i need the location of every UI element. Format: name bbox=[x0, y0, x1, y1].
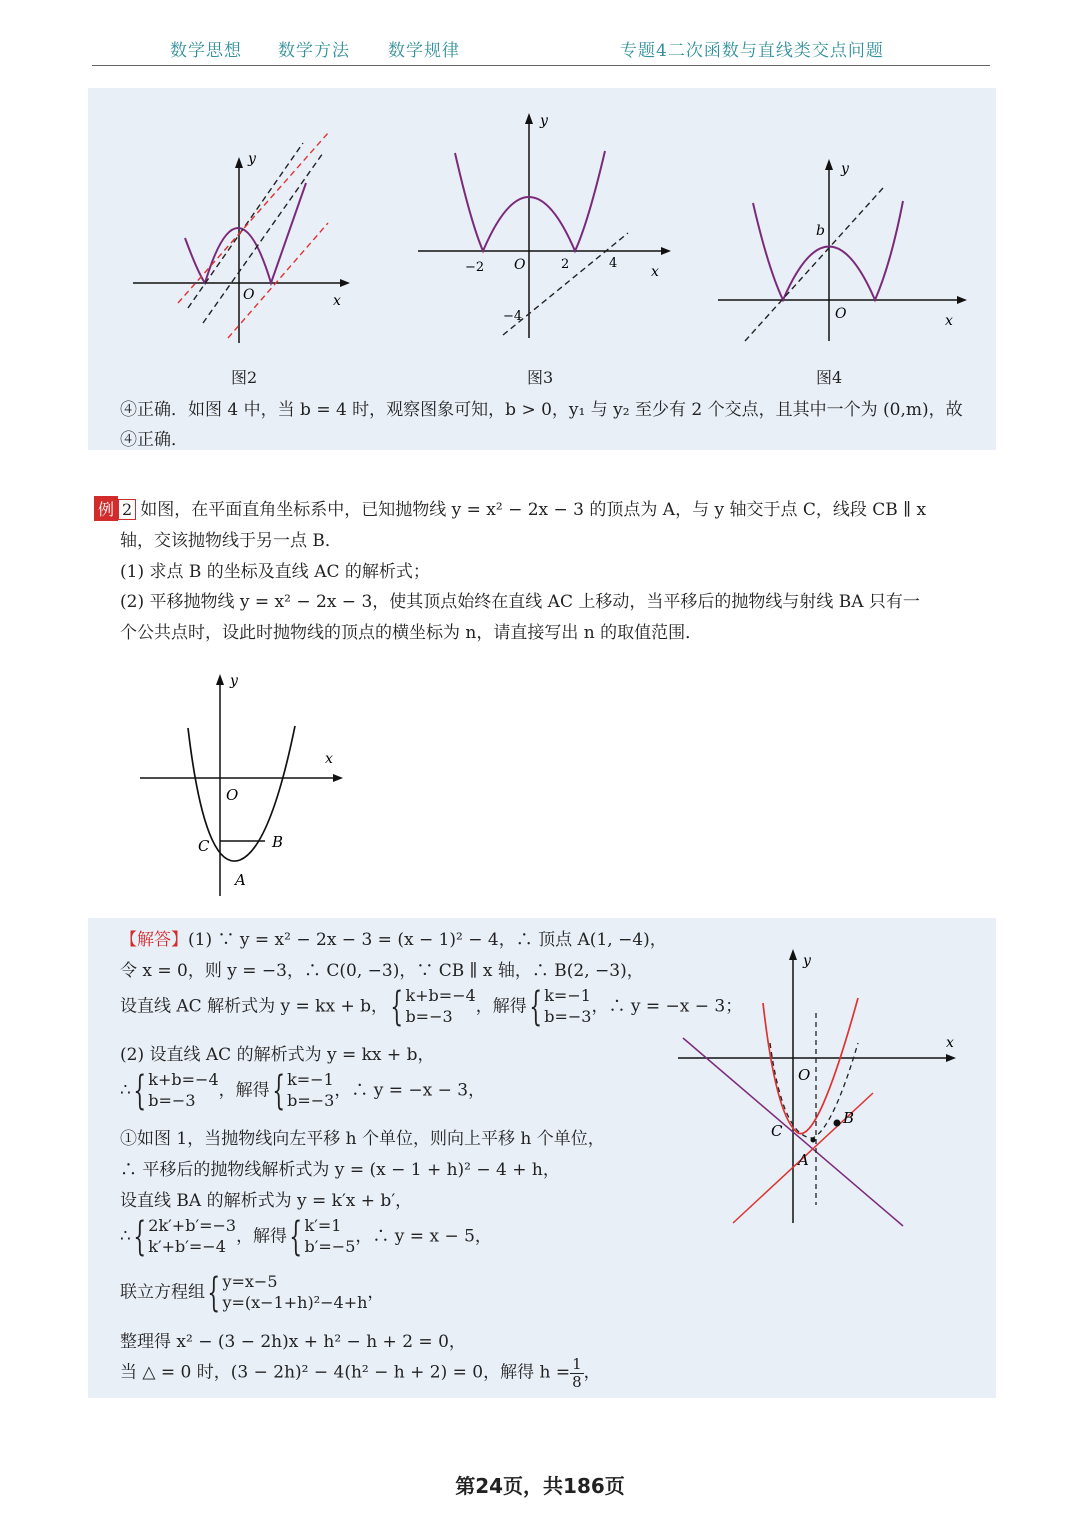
fig4-label-b: b bbox=[816, 223, 825, 239]
solution-line-11: 整理得 x² − (3 − 2h)x + h² − h + 2 = 0， bbox=[120, 1332, 466, 1352]
sol-l10-pre: 联立方程组 bbox=[120, 1282, 205, 1303]
example-fig-a: A bbox=[235, 871, 246, 889]
sol-l3-pre: 设直线 AC 解析式为 y = kx + b， bbox=[120, 996, 388, 1017]
sol-l5-system-2 bbox=[287, 1070, 334, 1112]
fig3-origin: O bbox=[514, 257, 526, 273]
solution-line-4: (2) 设直线 AC 的解析式为 y = kx + b， bbox=[120, 1045, 435, 1065]
sol-l3-res-a: k=−1 bbox=[544, 986, 591, 1005]
example-line-1 bbox=[94, 495, 926, 521]
caption-fig4: 图4 bbox=[816, 368, 843, 387]
solution-line-8: 设直线 BA 的解析式为 y = k′x + b′， bbox=[120, 1191, 413, 1211]
example-badge: 例 bbox=[94, 496, 118, 521]
sol-l9-post: ，∴ y = x − 5， bbox=[355, 1226, 492, 1247]
solution-text-1: (1) ∵ y = x² − 2x − 3 = (x − 1)² − 4，∴ 顶点 A(1, −4)， bbox=[188, 930, 667, 950]
sol-l3-system-1 bbox=[405, 986, 475, 1028]
sol-l9-system-2 bbox=[305, 1216, 356, 1258]
sol-l10-eq-a: y=x−5 bbox=[222, 1272, 278, 1291]
example-line-4: (2) 平移抛物线 y = x² − 2x − 3，使其顶点始终在直线 AC 上移动，当平移后的抛物线与射线 BA 只有一 bbox=[120, 592, 920, 612]
sol-l3-eq-b: b=−3 bbox=[405, 1006, 453, 1026]
sol-l3-system-2 bbox=[544, 986, 591, 1028]
solution-fig-origin: O bbox=[798, 1066, 811, 1084]
note-line-2: ④正确． bbox=[120, 430, 188, 450]
sol-l12-post: ， bbox=[583, 1362, 601, 1383]
figure-2 bbox=[128, 113, 368, 353]
sol-l10-system bbox=[222, 1272, 367, 1314]
brace: { bbox=[289, 1213, 303, 1260]
example-fig-y: y bbox=[230, 673, 238, 689]
solution-line-9 bbox=[120, 1213, 492, 1260]
figure-4 bbox=[713, 153, 983, 353]
fig3-label-neg2: −2 bbox=[465, 260, 485, 275]
brace: { bbox=[133, 1067, 146, 1114]
header-rule bbox=[92, 65, 990, 66]
fig4-origin: O bbox=[835, 306, 847, 322]
sol-l5-mid: ，解得 bbox=[218, 1080, 270, 1101]
solution-line-10 bbox=[120, 1269, 385, 1316]
note-line-1: ④正确．如图 4 中，当 b = 4 时，观察图象可知，b > 0，y₁ 与 y₂ 至少有 2 个交点，且其中一个为 (0,m)，故 bbox=[120, 400, 963, 420]
solution-line-12 bbox=[120, 1356, 601, 1390]
brace: { bbox=[133, 1213, 146, 1260]
solution-line-2: 令 x = 0，则 y = −3，∴ C(0, −3)，∵ CB ∥ x 轴，∴ B(2, −3)， bbox=[120, 961, 644, 981]
example-line-3: (1) 求点 B 的坐标及直线 AC 的解析式； bbox=[120, 562, 430, 582]
example-number: 2 bbox=[118, 499, 136, 520]
fig4-y-label: y bbox=[841, 161, 849, 177]
solution-line-1 bbox=[120, 925, 667, 950]
sol-l5-eq-b: b=−3 bbox=[148, 1090, 196, 1110]
solution-fig-a: A bbox=[798, 1151, 809, 1169]
sol-l5-pre: ∴ bbox=[120, 1080, 131, 1101]
solution-fig-y: y bbox=[803, 953, 811, 969]
solution-tag: 【解答】 bbox=[120, 930, 188, 950]
fraction-numerator: 1 bbox=[572, 1355, 582, 1373]
solution-line-5 bbox=[120, 1067, 486, 1114]
sol-l9-system-1 bbox=[148, 1216, 236, 1258]
fig2-origin: O bbox=[243, 287, 255, 303]
sol-l12-pre: 当 △ = 0 时，(3 − 2h)² − 4(h² − h + 2) = 0，解得 h = bbox=[120, 1362, 571, 1383]
sol-l5-system-1 bbox=[148, 1070, 218, 1112]
sol-l9-eq-a: 2k′+b′=−3 bbox=[148, 1216, 237, 1235]
sol-l9-eq-b: k′+b′=−4 bbox=[148, 1236, 226, 1256]
solution-line-3 bbox=[120, 983, 743, 1030]
fig2-x-label: x bbox=[333, 293, 341, 309]
fig3-label-neg4: −4 bbox=[503, 309, 523, 324]
brace: { bbox=[271, 1067, 285, 1114]
sol-l3-eq-a: k+b=−4 bbox=[405, 986, 476, 1005]
fig3-label-4: 4 bbox=[609, 256, 618, 271]
sol-l9-mid: ，解得 bbox=[236, 1226, 288, 1247]
solution-fig-b: B bbox=[843, 1109, 855, 1127]
sol-l9-res-b: b′=−5 bbox=[304, 1236, 356, 1256]
fraction bbox=[570, 1356, 584, 1390]
header-item-3: 数学规律 bbox=[388, 41, 460, 61]
sol-l3-mid: ，解得 bbox=[475, 996, 527, 1017]
sol-l9-pre: ∴ bbox=[120, 1226, 131, 1247]
sol-l3-post: ，∴ y = −x − 3； bbox=[591, 996, 743, 1017]
figure-panel-top bbox=[88, 88, 996, 450]
example-fig-x: x bbox=[325, 751, 333, 767]
header-item-2: 数学方法 bbox=[278, 41, 350, 61]
fig2-y-label: y bbox=[248, 151, 256, 167]
caption-fig3: 图3 bbox=[527, 368, 554, 387]
sol-l10-eq-b: y=(x−1+h)²−4+h bbox=[222, 1292, 368, 1312]
caption-fig2: 图2 bbox=[231, 368, 258, 387]
solution-line-7: ∴ 平移后的抛物线解析式为 y = (x − 1 + h)² − 4 + h， bbox=[120, 1160, 560, 1180]
sol-l5-eq-a: k+b=−4 bbox=[148, 1070, 219, 1089]
brace: { bbox=[390, 983, 404, 1030]
example-line-5: 个公共点时，设此时抛物线的顶点的横坐标为 n，请直接写出 n 的取值范围． bbox=[120, 623, 703, 643]
sol-l3-res-b: b=−3 bbox=[544, 1006, 592, 1026]
page-footer: 第24页，共186页 bbox=[455, 1474, 625, 1498]
solution-fig-c: C bbox=[771, 1122, 783, 1140]
fig4-x-label: x bbox=[945, 313, 953, 329]
solution-line-6: ①如图 1，当抛物线向左平移 h 个单位，则向上平移 h 个单位， bbox=[120, 1129, 605, 1149]
brace: { bbox=[529, 983, 542, 1030]
example-fig-c: C bbox=[198, 837, 210, 855]
header-title: 专题4二次函数与直线类交点问题 bbox=[620, 41, 884, 61]
brace: { bbox=[207, 1269, 221, 1316]
sol-l9-res-a: k′=1 bbox=[304, 1216, 342, 1235]
fraction-denominator: 8 bbox=[572, 1372, 582, 1391]
example-text-1: 如图，在平面直角坐标系中，已知抛物线 y = x² − 2x − 3 的顶点为 A，与 y 轴交于点 C，线段 CB ∥ x bbox=[140, 500, 927, 520]
example-fig-b: B bbox=[272, 833, 284, 851]
example-line-2: 轴，交该抛物线于另一点 B． bbox=[120, 531, 342, 551]
example-fig-origin: O bbox=[226, 786, 239, 804]
example-figure bbox=[135, 668, 355, 900]
header-item-1: 数学思想 bbox=[170, 41, 242, 61]
fig3-y-label: y bbox=[540, 113, 548, 129]
sol-l5-post: ，∴ y = −x − 3， bbox=[334, 1080, 486, 1101]
sol-l5-res-a: k=−1 bbox=[287, 1070, 334, 1089]
fig3-x-label: x bbox=[651, 264, 659, 280]
solution-fig-x: x bbox=[946, 1035, 954, 1051]
sol-l10-post: ， bbox=[367, 1282, 385, 1303]
sol-l5-res-b: b=−3 bbox=[287, 1090, 335, 1110]
fig3-label-2: 2 bbox=[561, 257, 570, 272]
figure-3 bbox=[413, 103, 683, 343]
